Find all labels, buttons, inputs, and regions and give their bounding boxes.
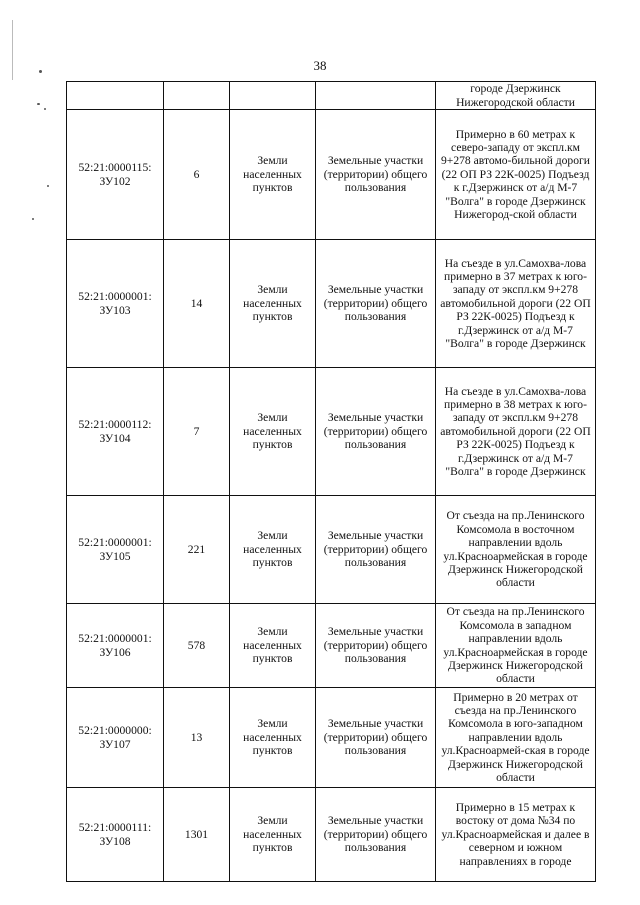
- cell-location: От съезда на пр.Ленинского Комсомола в западном направлении вдоль ул.Красноармейская в городе Дзержинск Нижегородской области: [436, 604, 596, 688]
- cell-permitted-use: Земельные участки (территории) общего пользования: [316, 604, 436, 688]
- plot-designation: ЗУ107: [99, 737, 131, 751]
- cell-land-category: Земли населенных пунктов: [230, 368, 316, 496]
- cell-permitted-use: [316, 82, 436, 110]
- cell-cadastral-number: [67, 368, 164, 496]
- cell-area: [164, 82, 230, 110]
- cell-cadastral-number: [67, 604, 164, 688]
- cell-area: 221: [164, 496, 230, 604]
- cell-cadastral-number: [67, 240, 164, 368]
- plot-designation: ЗУ105: [99, 549, 131, 563]
- cell-cadastral-number: [67, 110, 164, 240]
- cell-land-category: Земли населенных пунктов: [230, 240, 316, 368]
- page-number: 38: [313, 58, 327, 73]
- cell-permitted-use: Земельные участки (территории) общего пользования: [316, 240, 436, 368]
- cadastral-block: 52:21:0000000:: [78, 724, 152, 738]
- cell-location: Примерно в 60 метрах к северо-западу от экспл.км 9+278 автомо-бильной дороги (22 ОП РЗ 22К-0025) Подъезд к г.Дзержинск от а/д М-7 "Волга" в городе Дзержинск Нижегород-ской области: [436, 110, 596, 240]
- scan-dot: [37, 103, 40, 105]
- table-row: [67, 110, 596, 240]
- plot-designation: ЗУ108: [99, 834, 131, 848]
- cadastral-block: 52:21:0000001:: [78, 290, 152, 304]
- cadastral-block: 52:21:0000112:: [78, 418, 152, 432]
- land-plots-table: [66, 81, 596, 882]
- cell-area: 578: [164, 604, 230, 688]
- plot-designation: ЗУ106: [99, 645, 131, 659]
- cadastral-block: 52:21:0000115:: [78, 161, 152, 175]
- cell-location: На съезде в ул.Самохва-лова примерно в 37 метрах к юго-западу от экспл.км 9+278 автомобильной дороги (22 ОП РЗ 22К-0025) Подъезд к г.Дзержинск от а/д М-7 "Волга" в городе Дзержинск: [436, 240, 596, 368]
- cell-land-category: [230, 82, 316, 110]
- cadastral-block: 52:21:0000111:: [78, 821, 152, 835]
- plot-designation: ЗУ102: [99, 174, 131, 188]
- cell-cadastral-number: [67, 688, 164, 788]
- cell-cadastral-number: [67, 788, 164, 882]
- cell-permitted-use: Земельные участки (территории) общего пользования: [316, 788, 436, 882]
- cell-permitted-use: Земельные участки (территории) общего пользования: [316, 110, 436, 240]
- cell-cadastral-number: [67, 496, 164, 604]
- cadastral-block: 52:21:0000001:: [78, 632, 152, 646]
- cell-land-category: Земли населенных пунктов: [230, 110, 316, 240]
- cell-location: От съезда на пр.Ленинского Комсомола в восточном направлении вдоль ул.Красноармейская в городе Дзержинск Нижегородской области: [436, 496, 596, 604]
- cell-area: 6: [164, 110, 230, 240]
- cell-land-category: Земли населенных пунктов: [230, 788, 316, 882]
- table-row: [67, 604, 596, 688]
- cell-area: 7: [164, 368, 230, 496]
- cell-location: Примерно в 20 метрах от съезда на пр.Ленинского Комсомола в юго-западном направлении вдоль ул.Красноармей-ская в городе Дзержинск Нижегородской области: [436, 688, 596, 788]
- cell-permitted-use: Земельные участки (территории) общего пользования: [316, 688, 436, 788]
- cadastral-block: 52:21:0000001:: [78, 536, 152, 550]
- cell-location: Примерно в 15 метрах к востоку от дома №34 по ул.Красноармейская и далее в северном и южном направлениях в городе: [436, 788, 596, 882]
- scan-dot: [47, 185, 49, 187]
- table-row: [67, 368, 596, 496]
- cell-area: 14: [164, 240, 230, 368]
- table-row: [67, 496, 596, 604]
- plot-designation: ЗУ104: [99, 431, 131, 445]
- cell-area: 1301: [164, 788, 230, 882]
- scan-margin-marks: [0, 0, 60, 905]
- cell-permitted-use: Земельные участки (территории) общего пользования: [316, 368, 436, 496]
- table-row: [67, 240, 596, 368]
- cell-cadastral-number: [67, 82, 164, 110]
- plot-designation: ЗУ103: [99, 303, 131, 317]
- table-row: [67, 82, 596, 110]
- cell-land-category: Земли населенных пунктов: [230, 496, 316, 604]
- cell-area: 13: [164, 688, 230, 788]
- scan-dot: [44, 108, 46, 110]
- table-row: [67, 788, 596, 882]
- scan-dot: [32, 218, 34, 220]
- cell-location: На съезде в ул.Самохва-лова примерно в 38 метрах к юго-западу от экспл.км 9+278 автомобильной дороги (22 ОП РЗ 22К-0025) Подъезд к г.Дзержинск от а/д М-7 "Волга" в городе Дзержинск: [436, 368, 596, 496]
- cell-location: городе Дзержинск Нижегородской области: [436, 82, 596, 110]
- cell-land-category: Земли населенных пунктов: [230, 688, 316, 788]
- cell-land-category: Земли населенных пунктов: [230, 604, 316, 688]
- cell-permitted-use: Земельные участки (территории) общего пользования: [316, 496, 436, 604]
- table-body: [67, 82, 596, 882]
- table-row: [67, 688, 596, 788]
